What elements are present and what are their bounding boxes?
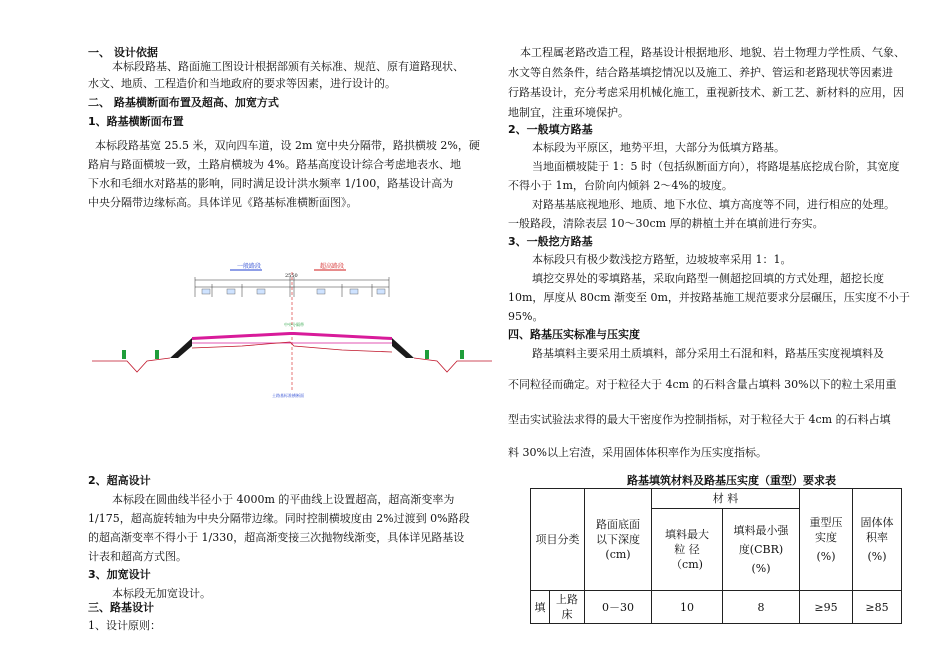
subsection-r3-title: 3、一般挖方路基 [508,235,593,248]
cross-section-diagram [92,262,492,402]
paragraph-line: 本标段路基、路面施工图设计根据部颁有关标准、规范、原有道路现状、 [112,60,464,73]
header-material: 材 料 [652,489,800,509]
subsection-2-1-title: 1、路基横断面布置 [88,115,184,128]
header-cbr: 填料最小强 度(CBR) (%) [723,509,800,591]
grass-left [122,350,159,359]
paragraph-line: 本标段为平原区，地势平坦，大部分为低填方路基。 [532,141,785,154]
paragraph-line: 水文等自然条件，结合路基填挖情况以及施工、养护、管运和老路现状等因素进 [508,66,893,79]
table-title: 路基填筑材料及路基压实度（重型）要求表 [627,474,836,487]
paragraph-line: 料 30%以上宕渣，采用固体体积率作为压实度指标。 [508,446,767,459]
bottom-caption: 土路基标准横断面 [272,393,304,398]
paragraph-line: 不得小于 1m，台阶向内倾斜 2～4%的坡度。 [508,179,733,192]
compaction-table [530,488,902,624]
header-volume: 固体体 积率 (%) [853,489,902,591]
subsection-r2-title: 2、一般填方路基 [508,123,593,136]
median-label: 中央分隔带 [284,322,304,327]
paragraph-line: 的超高渐变率不得小于 1/330，超高渐变接三次抛物线渐变，具体详见路基设 [88,531,465,544]
section-4-title: 四、路基压实标准与压实度 [508,328,640,341]
table-row: 填 上路床 0－30 10 8 ≥95 ≥85 [531,591,902,624]
paragraph-line: 本标段路基宽 25.5 米，双向四车道，设 2m 宽中央分隔带，路拱横坡 2%，硬 [95,139,480,152]
paragraph-line: 填挖交界处的零填路基，采取向路型一侧超挖回填的方式处理，超挖长度 [532,272,884,285]
paragraph-line: 本标段在圆曲线半径小于 4000m 的平曲线上设置超高，超高渐变率为 [112,493,455,506]
paragraph-line: 当地面横坡陡于 1：5 时（包括纵断面方向），将路堤基底挖成台阶，其宽度 [532,160,900,173]
left-slope [170,338,192,358]
paragraph-line: 10m，厚度从 80cm 渐变至 0m，并按路基施工规范要求分层碾压，压实度不小于 [508,291,910,304]
paragraph-line: 型击实试验法求得的最大干密度作为控制指标，对于粒径大于 4cm 的石料占填 [508,413,891,426]
paragraph-line: 行路基设计，充分考虑采用机械化施工，重视新技术、新工艺、新材料的应用，因 [508,86,904,99]
header-compaction: 重型压 实度 (%) [800,489,853,591]
paragraph-line: 本标段无加宽设计。 [112,587,211,600]
header-maxsize: 填料最大 粒 径 （cm) [652,509,723,591]
diagram-label-normal: 一般路段 [237,263,262,270]
lane-markers [202,289,385,294]
paragraph-line: 水文、地质、工程造价和当地政府的要求等因素，进行设计的。 [88,77,396,90]
paragraph-line: 计表和超高方式图。 [88,550,187,563]
section-1-title: 一、 设计依据 [88,46,158,59]
diagram-label-superelevation: 超高路段 [320,263,345,270]
subsection-2-2-title: 2、超高设计 [88,474,151,487]
paragraph-line: 下水和毛细水对路基的影响，同时满足设计洪水频率 1/100，路基设计高为 [88,177,454,190]
grass-right [425,350,464,359]
paragraph-line: 中央分隔带边缘标高。具体详见《路基标准横断面图》。 [88,196,358,209]
paragraph-line: 对路基基底视地形、地质、地下水位、填方高度等不同，进行相应的处理。 [532,198,895,211]
right-slope [392,338,414,358]
paragraph-line: 本标段只有极少数浅挖方路堑，边坡坡率采用 1：1。 [532,253,792,266]
total-width-label: 2550 [285,273,298,279]
left-ditch [92,358,170,372]
paragraph-line: 地制宜，注重环境保护。 [508,106,629,119]
right-ditch [414,358,492,372]
paragraph-line: 95%。 [508,310,544,323]
paragraph-line: 路肩与路面横坡一致，土路肩横坡为 4%。路基高度设计综合考虑地表水、地 [88,158,461,171]
paragraph-line: 1、设计原则： [88,619,161,632]
header-item: 项目分类 [531,489,585,591]
section-2-title: 二、 路基横断面布置及超高、加宽方式 [88,96,279,109]
subsection-2-3-title: 3、加宽设计 [88,568,151,581]
paragraph-line: 一般路段，清除表层 10～30cm 厚的耕植土并在填前进行夯实。 [508,217,824,230]
section-3-title: 三、路基设计 [88,601,154,614]
paragraph-line: 路基填料主要采用土质填料，部分采用土石混和料，路基压实度视填料及 [532,347,884,360]
paragraph-line: 不同粒径而确定。对于粒径大于 4cm 的石料含量占填料 30%以下的粒土采用重 [508,378,897,391]
paragraph-line: 本工程属老路改造工程，路基设计根据地形、地貌、岩土物理力学性质、气象、 [520,46,905,59]
header-depth: 路面底面 以下深度 (cm) [585,489,652,591]
paragraph-line: 1/175，超高旋转轴为中央分隔带边缘。同时控制横坡度由 2%过渡到 0%路段 [88,512,470,525]
